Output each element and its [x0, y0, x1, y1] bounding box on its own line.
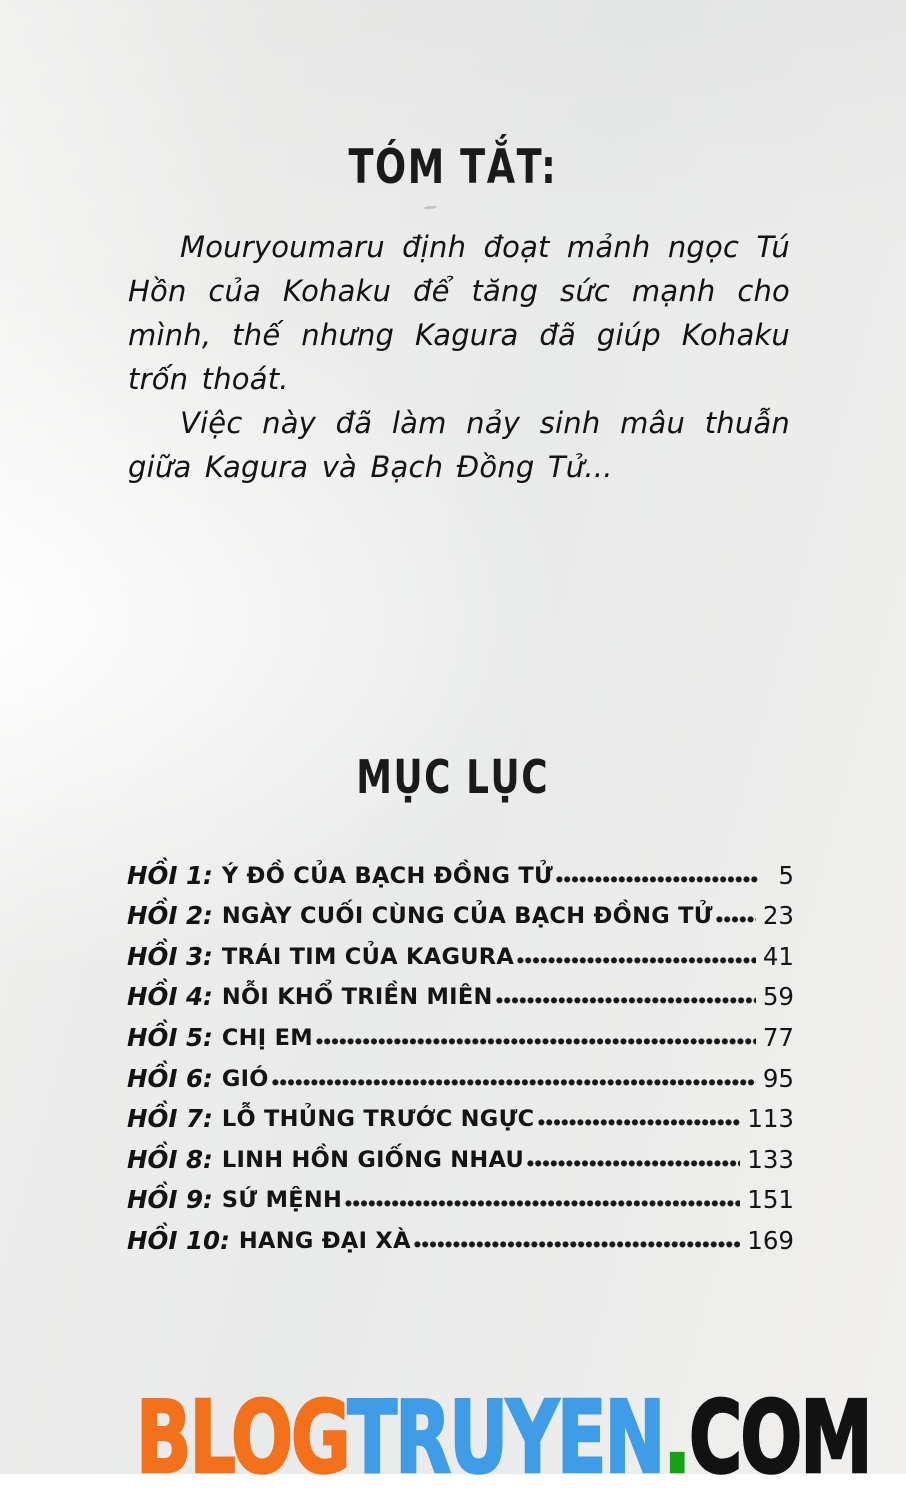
toc-heading-text: MỤC LỤC — [356, 750, 550, 804]
toc-chapter-label: HỒI 5: — [127, 1022, 213, 1052]
toc-chapter-title: NGÀY CUỐI CÙNG CỦA BẠCH ĐỒNG TỬ — [221, 903, 713, 930]
summary-paragraph-1: Mouryoumaru định đoạt mảnh ngọc Tú Hồn của Kohaku để tăng sức mạnh cho mình, thế nhưng Kagura đã giúp Kohaku trốn thoát. — [128, 230, 790, 396]
toc-chapter-label: HỒI 8: — [127, 1144, 213, 1174]
toc-chapter-label: HỒI 4: — [127, 982, 213, 1012]
toc-chapter-title: Ý ĐỒ CỦA BẠCH ĐỒNG TỬ — [221, 862, 554, 889]
toc-row-7 — [127, 1094, 794, 1135]
summary-heading-text: TÓM TẮT: — [348, 140, 558, 195]
site-watermark — [0, 1379, 906, 1496]
dotted-leader — [345, 1200, 740, 1207]
toc-row-9 — [127, 1175, 794, 1216]
toc-chapter-label: HỒI 3: — [127, 941, 213, 971]
toc-chapter-label: HỒI 10: — [127, 1225, 230, 1255]
toc-chapter-label: HỒI 1: — [127, 860, 213, 890]
watermark-blog: BLOG — [135, 1379, 348, 1496]
watermark-com: COM — [688, 1379, 871, 1496]
toc-row-6 — [127, 1053, 794, 1094]
toc-heading — [0, 750, 906, 804]
dotted-leader — [496, 997, 756, 1004]
toc-page-number: 23 — [762, 901, 794, 931]
toc-row-2 — [127, 891, 794, 932]
dotted-leader — [716, 916, 756, 923]
dotted-leader — [538, 1119, 741, 1126]
toc-row-3 — [127, 931, 794, 972]
toc-chapter-label: HỒI 7: — [127, 1104, 213, 1134]
summary-paragraph-2: Việc này đã làm nảy sinh mâu thuẫn giữa Kagura và Bạch Đồng Tử... — [128, 406, 790, 484]
dotted-leader — [316, 1038, 756, 1045]
scan-speck — [424, 205, 437, 209]
toc-row-10 — [127, 1215, 794, 1256]
toc-page-number: 151 — [747, 1185, 794, 1215]
toc-page-number: 59 — [762, 982, 794, 1012]
watermark-truyen: TRUYEN — [347, 1379, 664, 1496]
toc-page-number: 133 — [747, 1144, 794, 1174]
toc-page-number: 169 — [747, 1225, 794, 1255]
toc-chapter-title: LINH HỒN GIỐNG NHAU — [221, 1146, 525, 1173]
watermark-dot: . — [663, 1379, 689, 1496]
toc-page-number: 113 — [747, 1104, 794, 1134]
dotted-leader — [556, 876, 759, 883]
toc-chapter-title: SỨ MỆNH — [221, 1187, 343, 1214]
toc-chapter-title: TRÁI TIM CỦA KAGURA — [221, 943, 515, 970]
toc-page-number: 41 — [762, 941, 794, 971]
toc-chapter-label: HỒI 9: — [127, 1185, 213, 1215]
dotted-leader — [517, 957, 756, 964]
toc-page-number: 5 — [778, 860, 794, 890]
toc-row-4 — [127, 972, 794, 1013]
toc-chapter-label: HỒI 2: — [127, 901, 213, 931]
dotted-leader — [414, 1241, 740, 1248]
site-watermark-logo — [135, 1379, 871, 1496]
toc-chapter-title: HANG ĐẠI XÀ — [238, 1227, 411, 1254]
toc-chapter-title: GIÓ — [221, 1065, 269, 1092]
toc-chapter-title: NỖI KHỔ TRIỀN MIÊN — [221, 984, 493, 1011]
summary-section — [128, 225, 790, 489]
toc-chapter-title: LỖ THỦNG TRƯỚC NGỰC — [221, 1106, 535, 1133]
toc-chapter-title: CHỊ EM — [221, 1024, 313, 1051]
toc-page-number: 77 — [762, 1022, 794, 1052]
toc-chapter-label: HỒI 6: — [127, 1063, 213, 1093]
dotted-leader — [272, 1079, 756, 1086]
toc-row-8 — [127, 1134, 794, 1175]
summary-heading — [0, 140, 906, 195]
toc-row-5 — [127, 1012, 794, 1053]
dotted-leader — [527, 1160, 740, 1167]
toc-row-1 — [127, 850, 794, 891]
toc-list — [127, 850, 794, 1256]
toc-page-number: 95 — [762, 1063, 794, 1093]
